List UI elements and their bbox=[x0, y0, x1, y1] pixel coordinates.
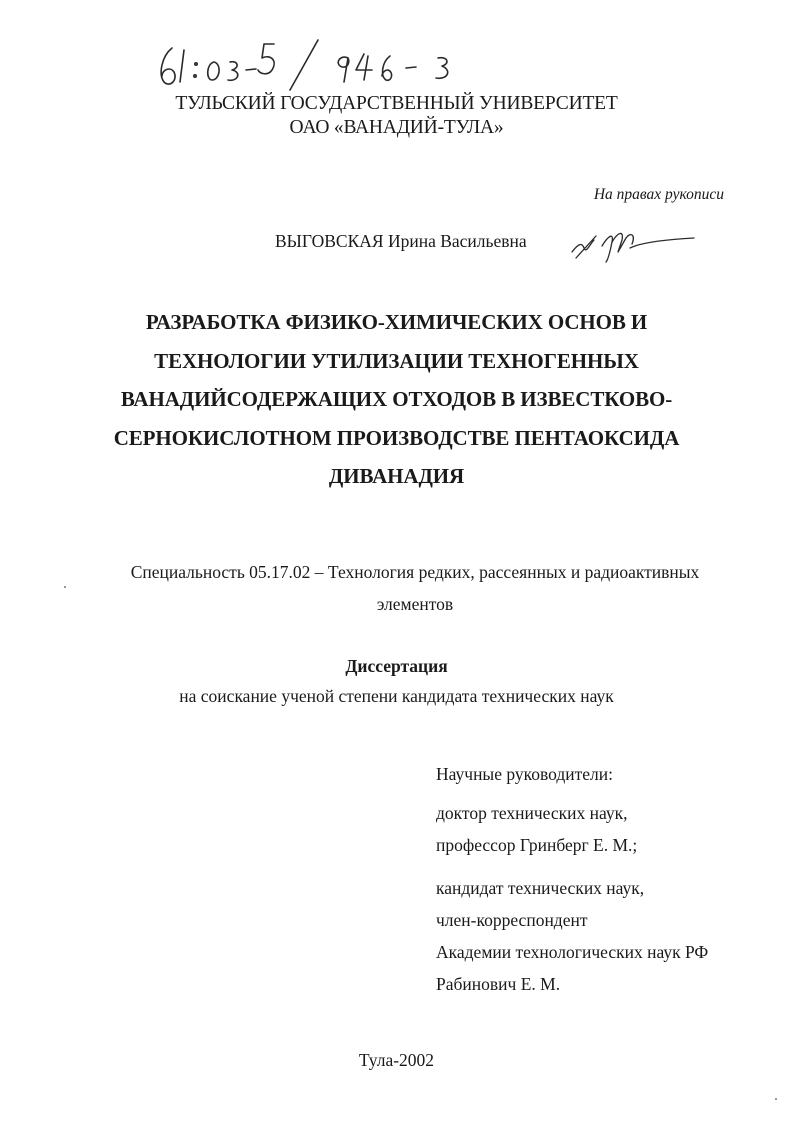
scan-speck bbox=[775, 1098, 777, 1100]
advisor-line: доктор технических наук, bbox=[436, 803, 628, 823]
dissertation-title bbox=[110, 303, 683, 496]
title-line: ВАНАДИЙСОДЕРЖАЩИХ ОТХОДОВ В ИЗВЕСТКОВО- bbox=[120, 387, 673, 411]
advisor-line: профессор Гринберг Е. М.; bbox=[436, 835, 638, 855]
city-year: Тула-2002 bbox=[358, 1050, 435, 1070]
advisor-line: Рабинович Е. М. bbox=[436, 974, 561, 994]
scientific-advisors bbox=[436, 758, 776, 1000]
specialty-line: Специальность 05.17.02 – Технология редких, рассеянных и радиоактивных bbox=[130, 562, 700, 582]
document-type: Диссертация bbox=[345, 656, 448, 676]
author-signature bbox=[568, 222, 698, 264]
author-name: ВЫГОВСКАЯ Ирина Васильевна bbox=[275, 231, 527, 251]
advisors-heading: Научные руководители: bbox=[436, 764, 613, 784]
handwritten-archive-number bbox=[150, 34, 550, 94]
title-line: ТЕХНОЛОГИИ УТИЛИЗАЦИИ ТЕХНОГЕННЫХ bbox=[154, 348, 639, 373]
title-line: РАЗРАБОТКА ФИЗИКО-ХИМИЧЕСКИХ ОСНОВ И bbox=[145, 310, 648, 334]
title-line: ДИВАНАДИЯ bbox=[328, 464, 465, 488]
specialty bbox=[100, 556, 730, 620]
advisor-line: Академии технологических наук РФ bbox=[436, 942, 709, 962]
degree-statement: на соискание ученой степени кандидата технических наук bbox=[179, 686, 614, 706]
scan-speck bbox=[64, 586, 66, 588]
advisor-line: член-корреспондент bbox=[436, 910, 588, 930]
company-name: ОАО «ВАНАДИЙ-ТУЛА» bbox=[289, 117, 504, 138]
title-line: СЕРНОКИСЛОТНОМ ПРОИЗВОДСТВЕ ПЕНТАОКСИДА bbox=[113, 425, 680, 450]
specialty-line: элементов bbox=[376, 594, 454, 614]
university-name: ТУЛЬСКИЙ ГОСУДАРСТВЕННЫЙ УНИВЕРСИТЕТ bbox=[175, 93, 618, 114]
advisor-line: кандидат технических наук, bbox=[436, 878, 645, 898]
rights-note: На правах рукописи bbox=[593, 186, 724, 203]
